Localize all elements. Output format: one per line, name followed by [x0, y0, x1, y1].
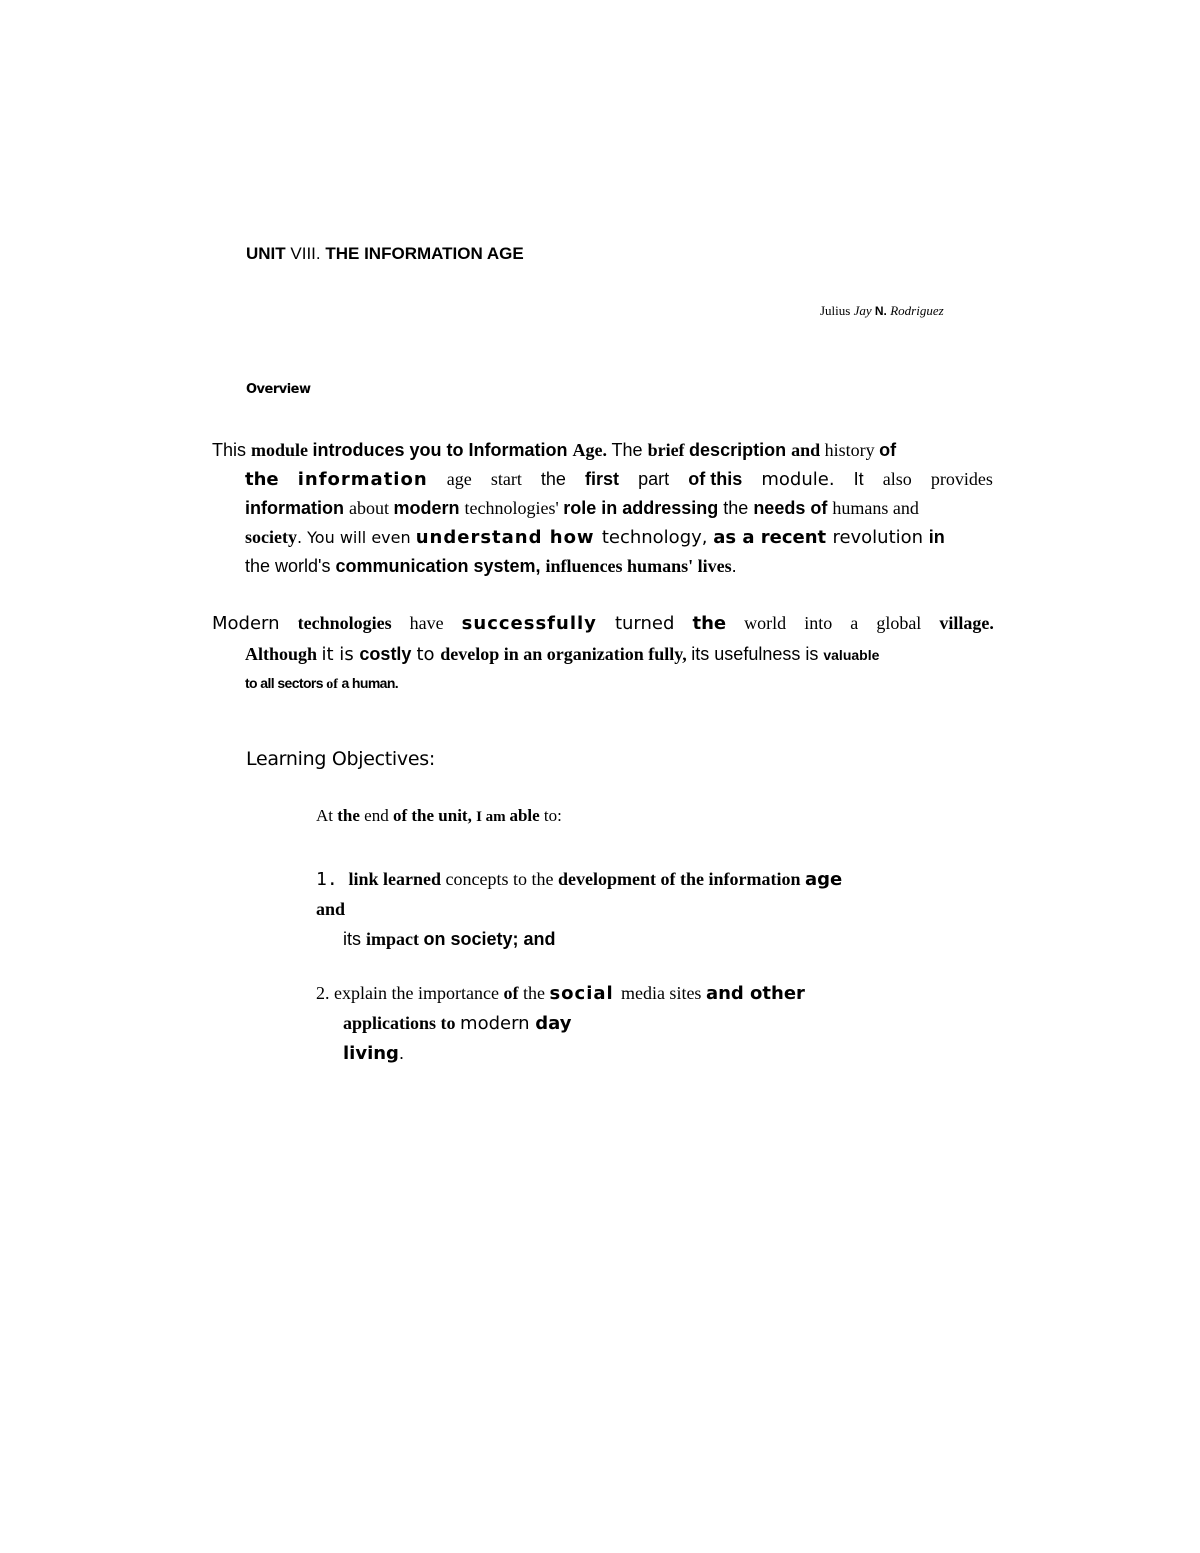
unit-title [246, 244, 524, 264]
text-run: link learned [348, 869, 446, 889]
unit-number: VIII. [285, 244, 326, 263]
paragraph-line [212, 494, 1002, 523]
objective-line [316, 978, 805, 1008]
paragraph-line [212, 670, 1002, 696]
objective-item-1 [316, 864, 842, 954]
text-run: It [853, 469, 864, 489]
paragraph-line [212, 436, 1002, 465]
text-run: the [723, 498, 754, 518]
text-run: modern [460, 1013, 536, 1034]
objective-line [316, 1038, 805, 1068]
text-run: first [585, 469, 620, 489]
text-run: of the unit, [392, 806, 477, 825]
text-run: description [689, 440, 792, 460]
text-run: . [731, 556, 737, 576]
text-run: village. [939, 613, 994, 633]
text-run: about [349, 498, 394, 518]
text-run: revolution [832, 527, 929, 548]
text-run: end [364, 806, 393, 825]
text-run: in [928, 527, 945, 547]
learning-objectives-heading: Learning Objectives: [246, 748, 435, 770]
learning-objectives-intro [316, 806, 562, 826]
objective-line [316, 894, 842, 924]
text-run: technologies' [464, 498, 564, 518]
text-run: introduces you to Information [312, 440, 573, 460]
text-run: part [638, 469, 670, 489]
text-run: media sites [620, 983, 706, 1003]
text-run: Modern [212, 613, 280, 634]
author-first: Julius [820, 303, 854, 318]
text-run: its [343, 929, 367, 949]
text-run: a human. [341, 675, 399, 691]
author-middle: Jay [853, 303, 875, 318]
text-run: the [540, 469, 566, 489]
text-run: brief [647, 440, 690, 460]
text-run: modern [393, 498, 465, 518]
text-run: the [692, 613, 727, 634]
list-number: 1. [316, 869, 349, 890]
text-run: influences humans' lives [545, 556, 732, 576]
text-run: Age. [572, 440, 612, 460]
text-run: have [409, 613, 444, 633]
text-run: applications to [343, 1013, 461, 1033]
text-run: the world's [245, 556, 336, 576]
author-initial: N. [874, 304, 891, 318]
text-run: to all sectors [245, 675, 327, 691]
text-run: costly [359, 644, 417, 664]
paragraph-line [212, 608, 1002, 639]
text-run: communication system, [335, 556, 546, 576]
text-run: and [316, 899, 346, 919]
text-run: social [549, 983, 621, 1004]
text-run: concepts to the [445, 869, 558, 889]
objective-line [316, 864, 842, 894]
text-run: global [876, 613, 922, 633]
text-run: as a recent [713, 527, 833, 548]
objective-line [316, 1008, 805, 1038]
text-run: 2. explain the importance [316, 983, 504, 1003]
author-name [820, 303, 944, 319]
overview-heading: Overview [246, 382, 311, 397]
text-run: successfully [461, 613, 597, 634]
text-run: The [611, 440, 648, 460]
objective-line [316, 924, 842, 954]
text-run: history [824, 440, 880, 460]
text-run: humans and [832, 498, 919, 518]
text-run: information [297, 469, 428, 490]
text-run: day [535, 1013, 572, 1034]
text-run: and [791, 440, 825, 460]
text-run: develop in an organization fully, [440, 644, 692, 664]
text-run: role in addressing [563, 498, 724, 518]
text-run: the [245, 469, 279, 490]
text-run: also [882, 469, 912, 489]
paragraph-line [212, 523, 1002, 552]
text-run: of this [688, 469, 743, 489]
text-run: age [446, 469, 472, 489]
text-run: to: [543, 806, 562, 825]
text-run: of [503, 983, 523, 1003]
text-run: technologies [297, 613, 392, 633]
paragraph-line [212, 465, 1002, 494]
text-run: to [416, 644, 441, 665]
text-run: understand how [415, 527, 602, 548]
text-run: its usefulness is [691, 644, 824, 664]
objective-item-2 [316, 978, 805, 1068]
text-run: of [879, 440, 897, 460]
text-run: able [509, 806, 544, 825]
text-run: the [522, 983, 550, 1003]
author-last: Rodriguez [890, 303, 944, 318]
text-run: At [316, 806, 338, 825]
overview-paragraph-1 [212, 436, 1002, 581]
text-run: and other [705, 983, 805, 1004]
text-run: module [251, 440, 313, 460]
text-run: world [744, 613, 787, 633]
text-run: module. [761, 469, 835, 490]
text-run: it is [321, 644, 360, 665]
text-run: . You will even [296, 528, 416, 547]
text-run: provides [930, 469, 993, 489]
overview-paragraph-2 [212, 608, 1002, 696]
text-run: a [850, 613, 859, 633]
text-run: . [398, 1043, 404, 1063]
text-run: valuable [823, 647, 880, 663]
text-run: impact [366, 929, 424, 949]
text-run: technology, [601, 527, 714, 548]
text-run: development of the information [558, 869, 805, 889]
text-run: the [337, 806, 365, 825]
paragraph-line [212, 552, 1002, 581]
unit-name: THE INFORMATION AGE [325, 244, 524, 263]
text-run: of [326, 677, 342, 692]
text-run: age [804, 869, 843, 890]
text-run: society [245, 527, 297, 547]
text-run: living [343, 1043, 399, 1064]
text-run: This [212, 440, 252, 460]
text-run: on society; and [423, 929, 556, 949]
text-run: Although [245, 644, 322, 664]
text-run: start [490, 469, 522, 489]
text-run: needs of [753, 498, 833, 518]
text-run: information [245, 498, 349, 518]
paragraph-line [212, 639, 1002, 670]
text-run: turned [614, 613, 675, 634]
text-run: I am [476, 809, 510, 825]
text-run: into [804, 613, 833, 633]
unit-label: UNIT [246, 244, 286, 263]
